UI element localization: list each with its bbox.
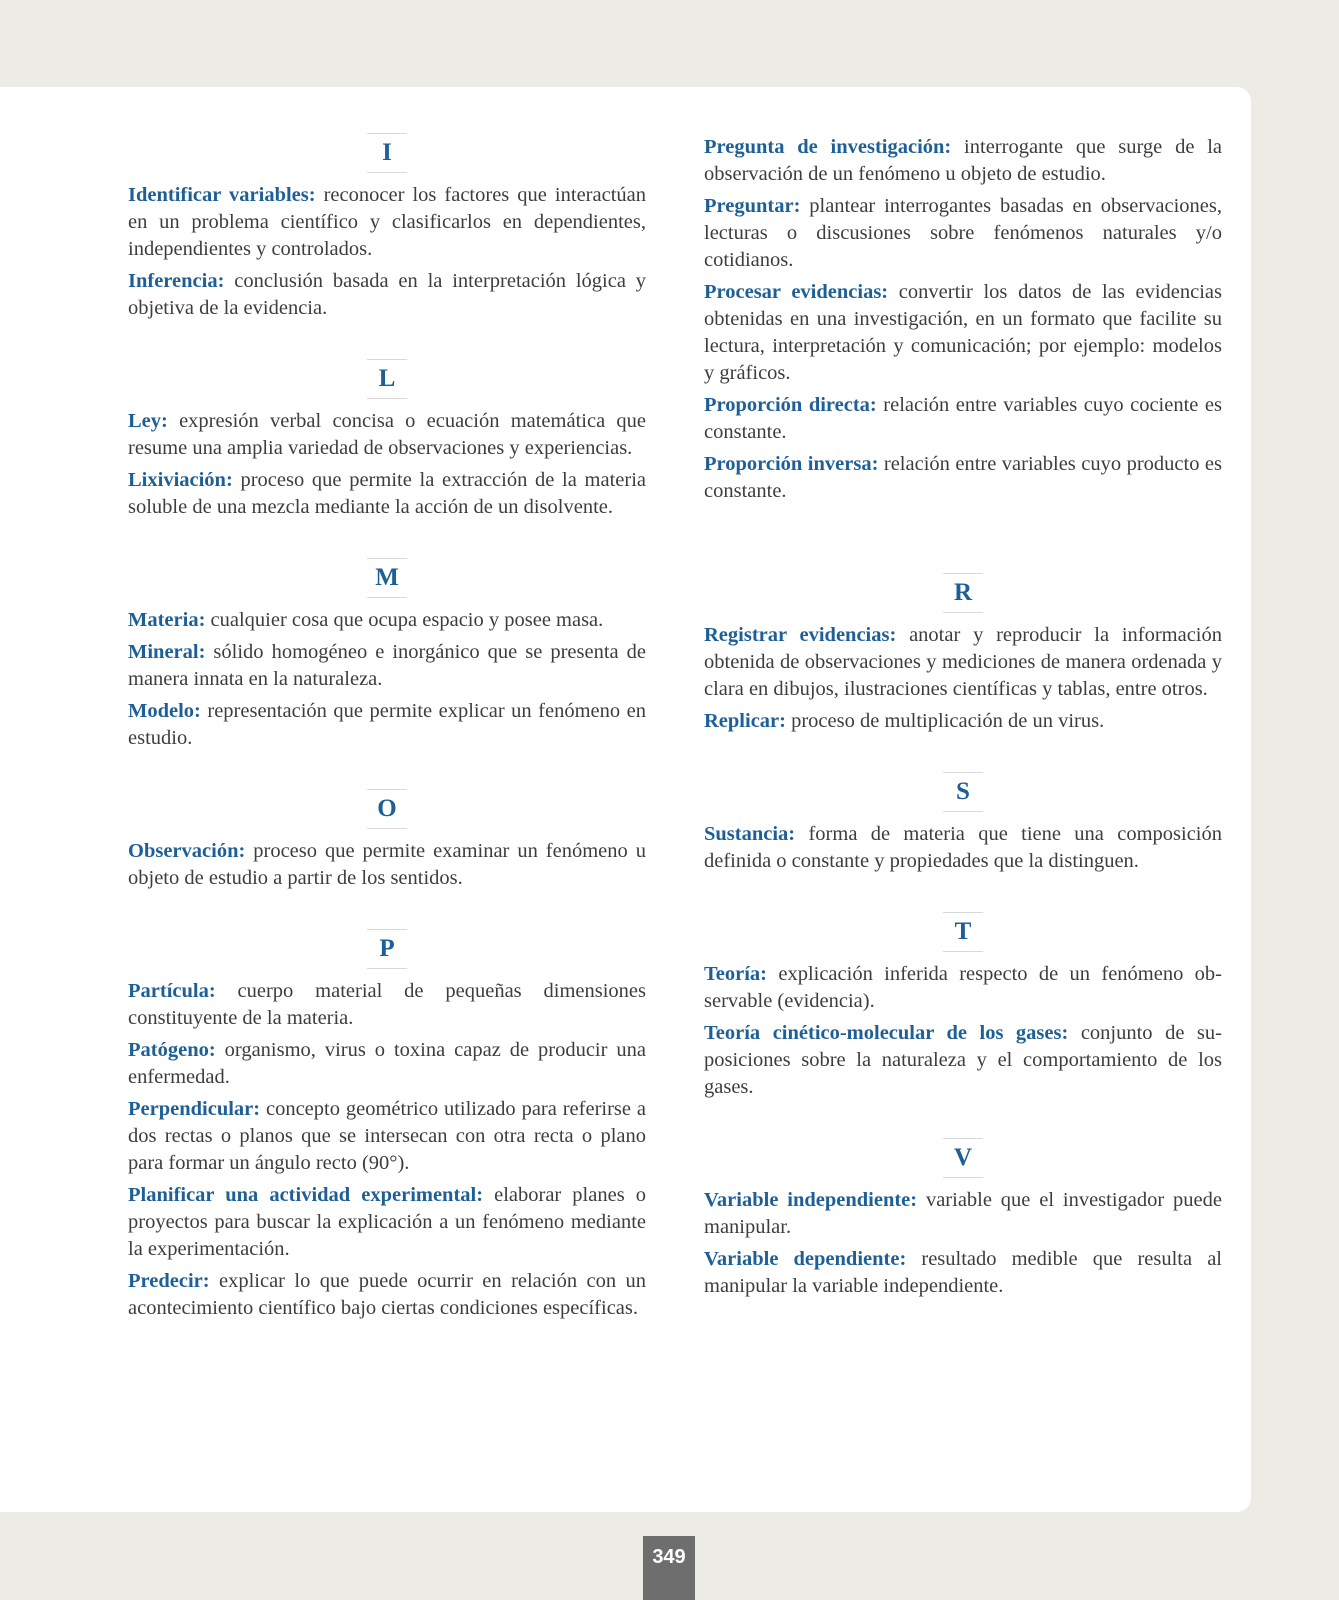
glossary-term: Inferencia: bbox=[128, 270, 225, 292]
glossary-term: Variable independiente: bbox=[704, 1189, 918, 1211]
glossary-entry bbox=[704, 193, 1222, 274]
glossary-definition: expresión verbal concisa o ecuación matemática que resume una amplia variedad de observaciones y experiencias. bbox=[128, 410, 646, 459]
section-letter: O bbox=[367, 789, 407, 829]
glossary-entry bbox=[704, 1246, 1222, 1300]
glossary-definition: organismo, virus o toxina capaz de producir una enfermedad. bbox=[128, 1039, 646, 1088]
glossary-entry bbox=[704, 451, 1222, 505]
glossary-entry bbox=[128, 639, 646, 693]
glossary-term: Procesar evidencias: bbox=[704, 281, 889, 303]
glossary-term: Proporción directa: bbox=[704, 394, 877, 416]
glossary-term: Predecir: bbox=[128, 1270, 210, 1292]
glossary-entry bbox=[704, 821, 1222, 875]
glossary-entry bbox=[128, 182, 646, 263]
section-l bbox=[128, 359, 646, 521]
glossary-definition: representación que permite explicar un fenómeno en estudio. bbox=[128, 700, 646, 749]
glossary-definition: reconocer los factores que interactúan en un problema científico y clasificarlos en dependientes, independientes y controlados. bbox=[128, 184, 646, 260]
glossary-term: Proporción inversa: bbox=[704, 453, 879, 475]
section-t bbox=[704, 912, 1222, 1101]
glossary-definition: plantear interrogantes basadas en observaciones, lecturas o discusiones sobre fenómenos naturales y/o cotidianos. bbox=[704, 195, 1222, 271]
glossary-definition: cuerpo material de pequeñas dimensiones constituyente de la materia. bbox=[128, 980, 646, 1029]
section-p bbox=[128, 929, 646, 1322]
glossary-definition: sólido homogéneo e inorgánico que se presenta de manera innata en la naturaleza. bbox=[128, 641, 646, 690]
glossary-term: Modelo: bbox=[128, 700, 201, 722]
section-letter: P bbox=[367, 929, 407, 969]
glossary-entry bbox=[704, 279, 1222, 387]
section-v bbox=[704, 1138, 1222, 1300]
glossary-right-column bbox=[704, 87, 1222, 1300]
glossary-entry bbox=[128, 607, 646, 634]
glossary-term: Registrar evidencias: bbox=[704, 624, 897, 646]
glossary-definition: convertir los datos de las evidencias obtenidas en una investigación, en un formato que facilite su lectura, interpretación y comunicación; por ejemplo: modelos y gráficos. bbox=[704, 281, 1222, 384]
section-s bbox=[704, 772, 1222, 875]
glossary-definition: relación entre variables cuyo producto es constante. bbox=[704, 453, 1222, 502]
glossary-entry bbox=[704, 1187, 1222, 1241]
section-letter: L bbox=[367, 359, 407, 399]
glossary-definition: cualquier cosa que ocupa espacio y posee masa. bbox=[205, 609, 604, 631]
glossary-definition: conjunto de suposiciones sobre la naturaleza y el comportamiento de los gases. bbox=[704, 1022, 1222, 1098]
section-p-continued bbox=[704, 134, 1222, 505]
section-letter: S bbox=[943, 772, 983, 812]
glossary-definition: elaborar planes o proyectos para buscar la explicación a un fenómeno mediante la experimentación. bbox=[128, 1184, 646, 1260]
section-letter: I bbox=[367, 133, 407, 173]
glossary-entry bbox=[128, 268, 646, 322]
glossary-definition: explicar lo que puede ocurrir en relación con un acontecimiento científico bajo ciertas condiciones específicas. bbox=[128, 1270, 646, 1319]
section-letter: T bbox=[943, 912, 983, 952]
glossary-definition: variable que el investigador puede manipular. bbox=[704, 1189, 1222, 1238]
glossary-term: Perpendicular: bbox=[128, 1098, 261, 1120]
glossary-term: Preguntar: bbox=[704, 195, 801, 217]
section-letter: V bbox=[943, 1138, 983, 1178]
glossary-term: Identificar variables: bbox=[128, 184, 316, 206]
glossary-term: Teoría: bbox=[704, 963, 768, 985]
glossary-term: Observación: bbox=[128, 840, 246, 862]
glossary-definition: relación entre variables cuyo cociente es constante. bbox=[704, 394, 1222, 443]
glossary-entry bbox=[704, 1020, 1222, 1101]
glossary-term: Replicar: bbox=[704, 710, 786, 732]
glossary-entry bbox=[704, 134, 1222, 188]
glossary-entry bbox=[128, 467, 646, 521]
glossary-definition: resultado medible que resulta al manipular la variable independiente. bbox=[704, 1248, 1222, 1297]
glossary-definition: proceso de multiplicación de un virus. bbox=[785, 710, 1105, 732]
section-o bbox=[128, 789, 646, 892]
section-letter: R bbox=[943, 573, 983, 613]
glossary-definition: anotar y reproducir la información obtenida de observaciones y mediciones de manera ordenada y clara en dibujos, ilustraciones científicas y tablas, entre otros. bbox=[704, 624, 1223, 700]
glossary-entry bbox=[128, 1096, 646, 1177]
glossary-entry bbox=[128, 408, 646, 462]
glossary-term: Sustancia: bbox=[704, 823, 796, 845]
glossary-definition: concepto geométrico utilizado para referirse a dos rectas o planos que se intersecan con otra recta o plano para formar un ángulo recto (90°). bbox=[128, 1098, 646, 1174]
glossary-entry bbox=[128, 1037, 646, 1091]
glossary-entry bbox=[704, 392, 1222, 446]
glossary-entry bbox=[704, 708, 1222, 735]
page-number: 349 bbox=[643, 1536, 695, 1600]
glossary-term: Variable dependiente: bbox=[704, 1248, 907, 1270]
section-i bbox=[128, 133, 646, 322]
glossary-entry bbox=[704, 622, 1222, 703]
glossary-term: Teoría cinético-molecular de los gases: bbox=[704, 1022, 1069, 1044]
section-r bbox=[704, 573, 1222, 735]
glossary-definition: proceso que permite examinar un fenómeno u objeto de estudio a partir de los sentidos. bbox=[128, 840, 646, 889]
glossary-term: Patógeno: bbox=[128, 1039, 216, 1061]
section-m bbox=[128, 558, 646, 752]
glossary-entry bbox=[128, 978, 646, 1032]
glossary-term: Planificar una actividad experimental: bbox=[128, 1184, 484, 1206]
glossary-definition: explicación inferida respecto de un fenómeno observable (evidencia). bbox=[704, 963, 1222, 1012]
glossary-entry bbox=[128, 1268, 646, 1322]
glossary-entry bbox=[704, 961, 1222, 1015]
glossary-page bbox=[0, 87, 1251, 1512]
section-letter: M bbox=[367, 558, 407, 598]
glossary-entry bbox=[128, 838, 646, 892]
glossary-definition: interrogante que surge de la observación de un fenómeno u objeto de estudio. bbox=[704, 136, 1222, 185]
glossary-term: Mineral: bbox=[128, 641, 206, 663]
glossary-entry bbox=[128, 698, 646, 752]
glossary-term: Lixiviación: bbox=[128, 469, 233, 491]
glossary-left-column bbox=[128, 87, 646, 1322]
glossary-term: Partícula: bbox=[128, 980, 216, 1002]
glossary-definition: conclusión basada en la interpretación lógica y objetiva de la evidencia. bbox=[128, 270, 646, 319]
glossary-term: Pregunta de investigación: bbox=[704, 136, 952, 158]
glossary-entry bbox=[128, 1182, 646, 1263]
glossary-definition: proceso que permite la extracción de la materia soluble de una mezcla mediante la acción de un disolvente. bbox=[128, 469, 646, 518]
glossary-term: Materia: bbox=[128, 609, 206, 631]
glossary-term: Ley: bbox=[128, 410, 168, 432]
glossary-definition: forma de materia que tiene una composición definida o constante y propiedades que la distinguen. bbox=[704, 823, 1222, 872]
